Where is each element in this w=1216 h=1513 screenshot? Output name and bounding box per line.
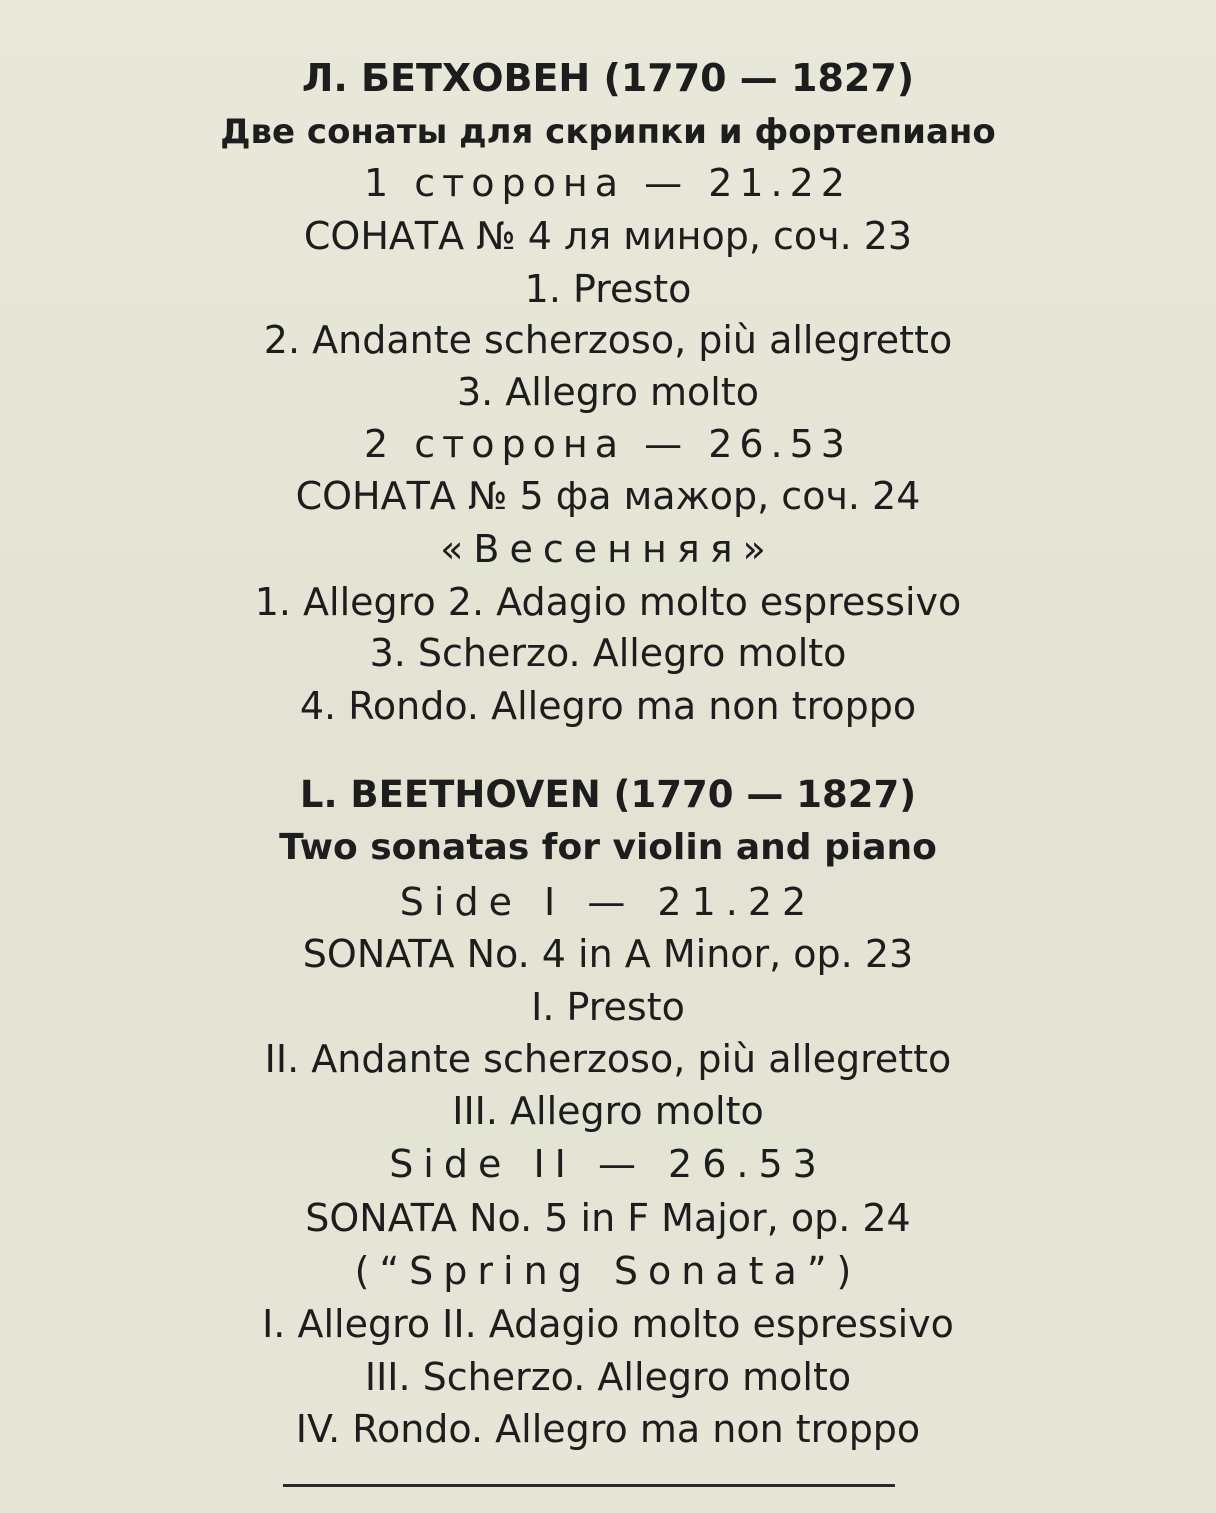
movement-en: IV. Rondo. Allegro ma non troppo [295, 1407, 921, 1451]
movement-en: III. Scherzo. Allegro molto [364, 1355, 852, 1399]
composer-heading-ru: Л. БЕТХОВЕН (1770 — 1827) [301, 56, 915, 100]
movement-ru: 1. Presto [524, 267, 692, 311]
subtitle-ru: Две сонаты для скрипки и фортепиано [220, 112, 996, 152]
sonata-5-title-ru: СОНАТА № 5 фа мажор, соч. 24 [295, 474, 921, 518]
side-two-en: Side II — 26.53 [389, 1142, 827, 1186]
bottom-divider [283, 1484, 895, 1487]
sonata-5-nickname-ru: «Весенняя» [440, 527, 776, 571]
movement-ru: 2. Andante scherzoso, più allegretto [263, 318, 953, 362]
movement-en: I. Allegro II. Adagio molto espressivo [262, 1302, 954, 1346]
movement-en: II. Andante scherzoso, più allegretto [264, 1037, 952, 1081]
side-one-ru: 1 сторона — 21.22 [364, 161, 852, 205]
sonata-4-title-ru: СОНАТА № 4 ля минор, соч. 23 [303, 214, 913, 258]
movement-ru: 4. Rondo. Allegro ma non troppo [299, 684, 917, 728]
sonata-4-title-en: SONATA No. 4 in A Minor, op. 23 [302, 932, 914, 976]
movement-ru: 3. Scherzo. Allegro molto [369, 631, 847, 675]
movement-ru: 3. Allegro molto [456, 370, 760, 414]
subtitle-en: Two sonatas for violin and piano [279, 827, 937, 868]
movement-en: I. Presto [531, 985, 685, 1029]
composer-heading-en: L. BEETHOVEN (1770 — 1827) [299, 773, 917, 816]
movement-en: III. Allegro molto [452, 1089, 764, 1133]
side-two-ru: 2 сторона — 26.53 [364, 422, 852, 466]
movement-ru: 1. Allegro 2. Adagio molto espressivo [254, 580, 962, 624]
sonata-5-title-en: SONATA No. 5 in F Major, op. 24 [305, 1196, 911, 1240]
side-one-en: Side I — 21.22 [399, 880, 817, 924]
sonata-5-nickname-en: (“Spring Sonata”) [354, 1249, 862, 1293]
